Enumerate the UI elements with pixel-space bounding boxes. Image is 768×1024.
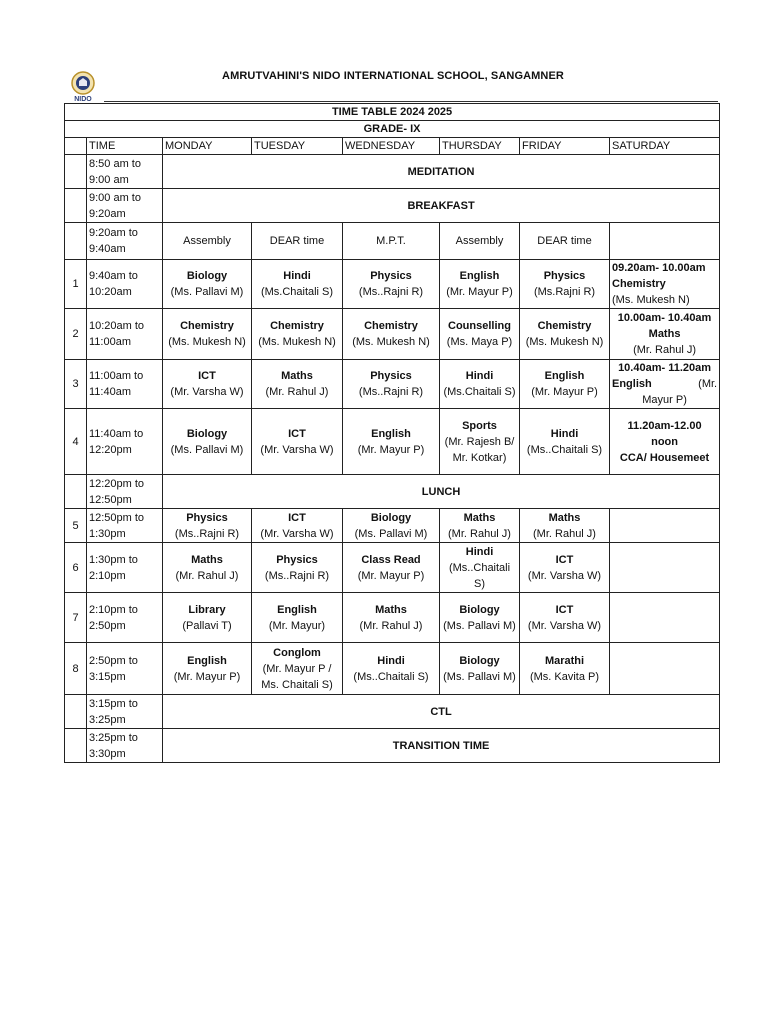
table-row	[65, 695, 720, 729]
period-no	[65, 695, 87, 729]
teacher-name: (Mr. Mayur P)	[173, 670, 241, 683]
class-cell-saturday	[610, 260, 720, 309]
period-no-header	[65, 138, 87, 155]
table-row	[65, 155, 720, 189]
class-cell-wednesday	[343, 409, 440, 475]
class-cell-friday	[520, 543, 610, 593]
table-row	[65, 260, 720, 309]
class-cell-monday	[163, 309, 252, 360]
class-cell-friday	[520, 643, 610, 695]
class-cell-saturday	[610, 360, 720, 409]
table-row	[65, 121, 720, 138]
teacher-name: (Ms. Mukesh N)	[258, 336, 336, 348]
table-row	[65, 643, 720, 695]
subject-name: Hindi	[465, 370, 494, 382]
subject-name: English	[612, 378, 652, 390]
class-cell-thursday	[440, 509, 520, 543]
timetable-title: TIME TABLE 2024 2025	[65, 104, 720, 121]
teacher-name: (Ms. Pallavi M)	[170, 443, 244, 456]
teacher-name-cont: S)	[474, 577, 485, 590]
subject-name: Chemistry	[612, 278, 666, 290]
class-cell-thursday	[440, 409, 520, 475]
banner-lunch: LUNCH	[163, 475, 720, 509]
class-cell-wednesday	[343, 593, 440, 643]
class-cell-monday	[163, 360, 252, 409]
time-cell: 2:10pm to 2:50pm	[87, 593, 163, 643]
subject-name: Chemistry	[537, 320, 592, 332]
subject-name: Physics	[370, 270, 412, 282]
period-no: 8	[65, 643, 87, 695]
subject-name: Biology	[186, 427, 228, 440]
class-cell-tuesday	[252, 409, 343, 475]
period-no: 6	[65, 543, 87, 593]
subject-name: Counselling	[448, 320, 511, 332]
school-name: AMRUTVAHINI'S NIDO INTERNATIONAL SCHOOL, SANGAMNER	[222, 70, 564, 82]
subject-name: Sports	[462, 419, 497, 432]
teacher-name: (Ms..Rajni R)	[174, 527, 240, 540]
grade-label: GRADE- IX	[65, 121, 720, 138]
teacher-name: (Ms. Mukesh N)	[352, 336, 430, 348]
subject-name: Maths	[648, 328, 681, 340]
class-cell-friday	[520, 309, 610, 360]
class-cell-tuesday	[252, 643, 343, 695]
teacher-name: (Ms. Mukesh N)	[612, 294, 690, 306]
period-no	[65, 475, 87, 509]
column-header-friday: FRIDAY	[520, 138, 610, 155]
class-cell-thursday	[440, 309, 520, 360]
saturday-line	[612, 376, 717, 392]
class-cell-saturday	[610, 643, 720, 695]
class-cell-saturday	[610, 593, 720, 643]
subject-name: Biology	[370, 511, 412, 524]
class-cell-tuesday	[252, 260, 343, 309]
subject-name: Library	[188, 603, 226, 616]
teacher-name: (Ms..Chaitali S)	[526, 443, 603, 456]
subject-name: Marathi	[544, 654, 585, 667]
teacher-name: (Mr. Rajesh B/	[444, 435, 515, 448]
teacher-name: (Ms..Chaitali S)	[353, 670, 429, 683]
period-no: 3	[65, 360, 87, 409]
subject-name: CCA/ Housemeet	[619, 451, 710, 464]
assembly-thursday: Assembly	[440, 223, 520, 260]
teacher-name: (Mr. Rahul J)	[448, 527, 511, 540]
subject-name: ICT	[555, 553, 574, 566]
banner-ctl: CTL	[163, 695, 720, 729]
teacher-name: (Mr. Rahul J)	[633, 344, 697, 356]
class-cell-friday	[520, 360, 610, 409]
subject-name: Biology	[186, 270, 228, 282]
class-cell-saturday	[610, 409, 720, 475]
time-cell: 9:40am to 10:20am	[87, 260, 163, 309]
period-no	[65, 189, 87, 223]
teacher-name: (Mr. Varsha W)	[260, 443, 334, 456]
class-cell-monday	[163, 643, 252, 695]
time-cell: 1:30pm to 2:10pm	[87, 543, 163, 593]
class-cell-wednesday	[343, 509, 440, 543]
class-cell-thursday	[440, 643, 520, 695]
teacher-name: (Mr. Varsha W)	[527, 569, 602, 582]
subject-name: Maths	[463, 511, 496, 524]
teacher-name: (Mr. Rahul J)	[265, 386, 329, 398]
time-cell: 2:50pm to 3:15pm	[87, 643, 163, 695]
time-cell: 12:20pm to 12:50pm	[87, 475, 163, 509]
class-cell-wednesday	[343, 309, 440, 360]
class-cell-friday	[520, 409, 610, 475]
banner-transition: TRANSITION TIME	[163, 729, 720, 763]
class-cell-tuesday	[252, 309, 343, 360]
table-row	[65, 138, 720, 155]
banner-meditation: MEDITATION	[163, 155, 720, 189]
class-cell-monday	[163, 409, 252, 475]
svg-text:NIDO: NIDO	[74, 96, 92, 103]
teacher-name: (Ms.Chaitali S)	[260, 286, 334, 298]
teacher-name: (Mr. Rahul J)	[359, 619, 423, 632]
class-cell-wednesday	[343, 260, 440, 309]
teacher-name: (Mr. Rahul J)	[533, 527, 596, 540]
header-rule	[104, 101, 718, 102]
subject-name: ICT	[288, 427, 306, 440]
table-row	[65, 309, 720, 360]
table-row	[65, 223, 720, 260]
subject-name: Maths	[191, 553, 223, 566]
column-header-thursday: THURSDAY	[440, 138, 520, 155]
subject-name: Hindi	[550, 427, 579, 440]
teacher-name: (Mr. Mayur P)	[357, 569, 425, 582]
subject-name: ICT	[198, 370, 216, 382]
period-no	[65, 223, 87, 260]
time-cell: 12:50pm to 1:30pm	[87, 509, 163, 543]
period-no	[65, 729, 87, 763]
time-cell: 11:40am to 12:20pm	[87, 409, 163, 475]
table-row	[65, 189, 720, 223]
class-cell-wednesday	[343, 360, 440, 409]
subject-name: English	[277, 603, 317, 616]
teacher-name: (Ms.Chaitali S)	[443, 386, 516, 398]
subject-name: Chemistry	[180, 320, 234, 332]
table-row	[65, 509, 720, 543]
class-cell-tuesday	[252, 509, 343, 543]
class-cell-monday	[163, 593, 252, 643]
teacher-name: (Ms..Rajni R)	[358, 286, 424, 298]
table-row	[65, 360, 720, 409]
table-row	[65, 409, 720, 475]
subject-name: Physics	[543, 270, 586, 282]
column-header-time: TIME	[87, 138, 163, 155]
subject-name: Conglom	[273, 646, 321, 659]
subject-name: Hindi	[377, 654, 405, 667]
teacher-name: (Ms.Rajni R)	[533, 286, 596, 298]
time-cell: 8:50 am to 9:00 am	[87, 155, 163, 189]
table-row	[65, 729, 720, 763]
time-cell: 3:25pm to 3:30pm	[87, 729, 163, 763]
subject-name: Hindi	[283, 270, 311, 282]
period-no: 7	[65, 593, 87, 643]
column-header-wednesday: WEDNESDAY	[343, 138, 440, 155]
teacher-name: (Ms..Chaitali	[448, 561, 511, 574]
table-row	[65, 543, 720, 593]
period-no: 5	[65, 509, 87, 543]
time-cell: 9:00 am to 9:20am	[87, 189, 163, 223]
class-cell-saturday	[610, 543, 720, 593]
class-cell-friday	[520, 260, 610, 309]
teacher-name: (Mr. Varsha W)	[527, 619, 602, 632]
subject-name: Chemistry	[270, 320, 324, 332]
subject-name: Class Read	[361, 553, 421, 566]
saturday-time: 10.40am- 11.20am	[618, 362, 712, 374]
teacher-name: (Ms..Rajni R)	[264, 569, 330, 582]
time-cell: 10:20am to 11:00am	[87, 309, 163, 360]
teacher-name: (Mr. Mayur P)	[531, 386, 598, 398]
class-cell-tuesday	[252, 543, 343, 593]
subject-name: Maths	[548, 511, 581, 524]
teacher-name: (Mr. Rahul J)	[175, 569, 239, 582]
saturday-time: 10.00am- 10.40am	[617, 312, 712, 324]
teacher-name: (Pallavi T)	[182, 619, 232, 632]
assembly-tuesday: DEAR time	[252, 223, 343, 260]
class-cell-monday	[163, 543, 252, 593]
subject-name: English	[371, 427, 411, 440]
class-cell-thursday	[440, 260, 520, 309]
column-header-tuesday: TUESDAY	[252, 138, 343, 155]
table-row	[65, 475, 720, 509]
subject-name: Physics	[276, 553, 318, 566]
table-row	[65, 104, 720, 121]
teacher-name: (Ms..Rajni R)	[358, 386, 424, 398]
table-row	[65, 593, 720, 643]
subject-name: Physics	[186, 511, 228, 524]
class-cell-monday	[163, 260, 252, 309]
assembly-monday: Assembly	[163, 223, 252, 260]
subject-name: Chemistry	[364, 320, 418, 332]
period-no: 2	[65, 309, 87, 360]
subject-name: English	[459, 270, 500, 282]
assembly-saturday	[610, 223, 720, 260]
period-no: 1	[65, 260, 87, 309]
class-cell-thursday	[440, 360, 520, 409]
subject-name: Physics	[370, 370, 412, 382]
subject-name: English	[544, 370, 585, 382]
teacher-name: (Ms. Pallavi M)	[443, 670, 516, 683]
teacher-name-cont: Mr. Kotkar)	[452, 451, 507, 464]
teacher-name: (Mr. Mayur P /	[262, 662, 332, 675]
class-cell-thursday	[440, 593, 520, 643]
subject-name: Hindi	[465, 545, 494, 558]
subject-name: Maths	[281, 370, 313, 382]
teacher-name: (Ms. Kavita P)	[529, 670, 600, 683]
teacher-name: (Mr.	[698, 378, 718, 390]
teacher-name: (Ms. Pallavi M)	[443, 619, 516, 632]
subject-name: ICT	[288, 511, 306, 524]
subject-name: Biology	[459, 654, 500, 667]
teacher-name: (Ms. Pallavi M)	[354, 527, 428, 540]
time-cell: 3:15pm to 3:25pm	[87, 695, 163, 729]
class-cell-thursday	[440, 543, 520, 593]
subject-name: Maths	[375, 603, 407, 616]
class-cell-saturday	[610, 509, 720, 543]
time-cell: 9:20am to 9:40am	[87, 223, 163, 260]
teacher-name: (Mr. Varsha W)	[260, 527, 334, 540]
assembly-friday: DEAR time	[520, 223, 610, 260]
timetable	[64, 103, 720, 763]
class-cell-friday	[520, 509, 610, 543]
class-cell-tuesday	[252, 593, 343, 643]
saturday-time: 11.20am-12.00	[627, 419, 702, 432]
teacher-name: (Ms. Mukesh N)	[168, 336, 246, 348]
teacher-name: (Ms. Pallavi M)	[170, 286, 244, 298]
period-no	[65, 155, 87, 189]
subject-name: English	[187, 654, 227, 667]
class-cell-friday	[520, 593, 610, 643]
class-cell-wednesday	[343, 643, 440, 695]
assembly-wednesday: M.P.T.	[343, 223, 440, 260]
teacher-name: (Mr. Varsha W)	[170, 386, 244, 398]
class-cell-saturday	[610, 309, 720, 360]
class-cell-tuesday	[252, 360, 343, 409]
saturday-time-cont: noon	[651, 435, 678, 448]
column-header-monday: MONDAY	[163, 138, 252, 155]
subject-name: Biology	[459, 603, 500, 616]
subject-name: ICT	[555, 603, 574, 616]
teacher-name: (Mr. Mayur P)	[357, 443, 425, 456]
teacher-name-cont: Ms. Chaitali S)	[261, 678, 333, 691]
teacher-name: (Ms. Maya P)	[446, 336, 513, 348]
column-header-saturday: SATURDAY	[610, 138, 720, 155]
class-cell-monday	[163, 509, 252, 543]
saturday-time: 09.20am- 10.00am	[612, 262, 706, 274]
teacher-name: (Ms. Mukesh N)	[525, 336, 604, 348]
class-cell-wednesday	[343, 543, 440, 593]
period-no: 4	[65, 409, 87, 475]
teacher-name: (Mr. Mayur P)	[446, 286, 513, 298]
teacher-name: (Mr. Mayur)	[268, 619, 326, 632]
teacher-name-cont: Mayur P)	[642, 394, 687, 406]
banner-breakfast: BREAKFAST	[163, 189, 720, 223]
time-cell: 11:00am to 11:40am	[87, 360, 163, 409]
